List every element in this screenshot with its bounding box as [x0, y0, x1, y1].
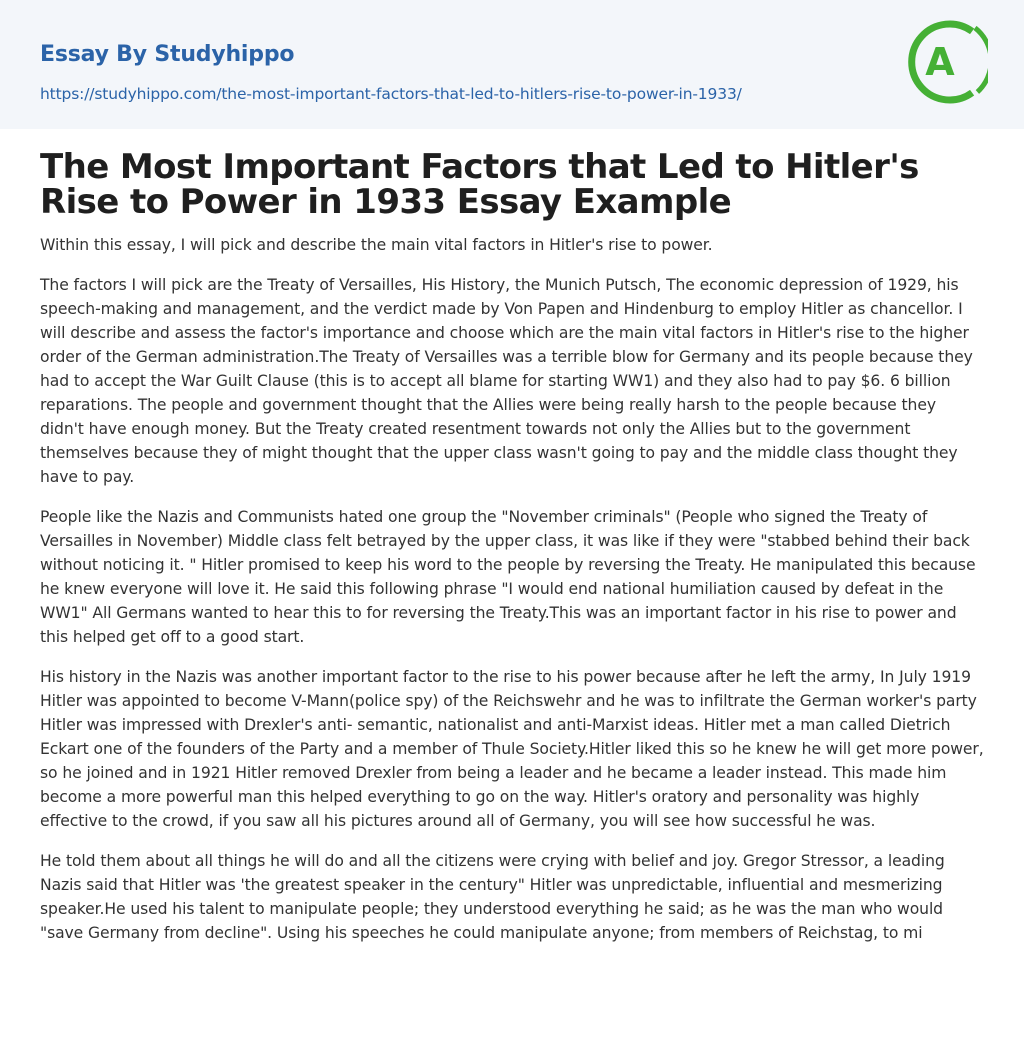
essay-paragraph: Within this essay, I will pick and describe the main vital factors in Hitler's rise to power.: [40, 236, 713, 254]
site-brand[interactable]: Essay By Studyhippo: [40, 42, 295, 67]
essay-paragraph: The factors I will pick are the Treaty of Versailles, His History, the Munich Putsch, The economic depression of 1929, his speech-making and management, and the verdict made by Von Papen and Hindenburg to employ Hitler as chancellor. I will describe and assess the factor's importance and choose which are the main vital factors in Hitler's rise to the higher order of the German administration.The Treaty of Versailles was a terrible blow for Germany and its people because they had to accept the War Guilt Clause (this is to accept all blame for starting WW1) and they also had to pay $6. 6 billion reparations. The people and government thought that the Allies were being really harsh to the people because they didn't have enough money. But the Treaty created resentment towards not only the Allies but to the government themselves because they of might thought that the upper class wasn't going to pay and the middle class thought they have to pay.: [40, 276, 973, 486]
essay-paragraph: His history in the Nazis was another important factor to the rise to his power because after he left the army, In July 1919 Hitler was appointed to become V-Mann(police spy) of the Reichswehr and he was to infiltrate the German worker's party Hitler was impressed with Drexler's anti- semantic, nationalist and anti-Marxist ideas. Hitler met a man called Dietrich Eckart one of the founders of the Party and a member of Thule Society.Hitler liked this so he knew he will get more power, so he joined and in 1921 Hitler removed Drexler from being a leader and he became a leader instead. This made him become a more powerful man this helped everything to go on the way. Hitler's oratory and personality was highly effective to the crowd, if you saw all his pictures around all of Germany, you will see how successful he was.: [40, 668, 984, 830]
logo-letter: A: [925, 40, 955, 84]
circle-a-logo-icon[interactable]: [908, 17, 988, 107]
essay-title: The Most Important Factors that Led to Hitler's Rise to Power in 1933 Essay Example: [40, 147, 919, 222]
essay-paragraph: People like the Nazis and Communists hated one group the "November criminals" (People who signed the Treaty of Versailles in November) Middle class felt betrayed by the upper class, it was like if they were "stabbed behind their back without noticing it. " Hitler promised to keep his word to the people by reversing the Treaty. He manipulated this because he knew everyone will love it. He said this following phrase "I would end national humiliation caused by defeat in the WW1" All Germans wanted to hear this to for reversing the Treaty.This was an important factor in his rise to power and this helped get off to a good start.: [40, 508, 976, 646]
essay-content: [40, 147, 984, 961]
essay-paragraph: He told them about all things he will do and all the citizens were crying with belief and joy. Gregor Stressor, a leading Nazis said that Hitler was 'the greatest speaker in the century" Hitler was unpredictable, influential and mesmerizing speaker.He used his talent to manipulate people; they understood everything he said; as he was the man who would "save Germany from decline". Using his speeches he could manipulate anyone; from members of Reichstag, to mi: [40, 852, 945, 942]
source-url-link[interactable]: https://studyhippo.com/the-most-important-factors-that-led-to-hitlers-rise-to-power-in-1933/: [40, 85, 742, 103]
site-header: [0, 0, 1024, 129]
